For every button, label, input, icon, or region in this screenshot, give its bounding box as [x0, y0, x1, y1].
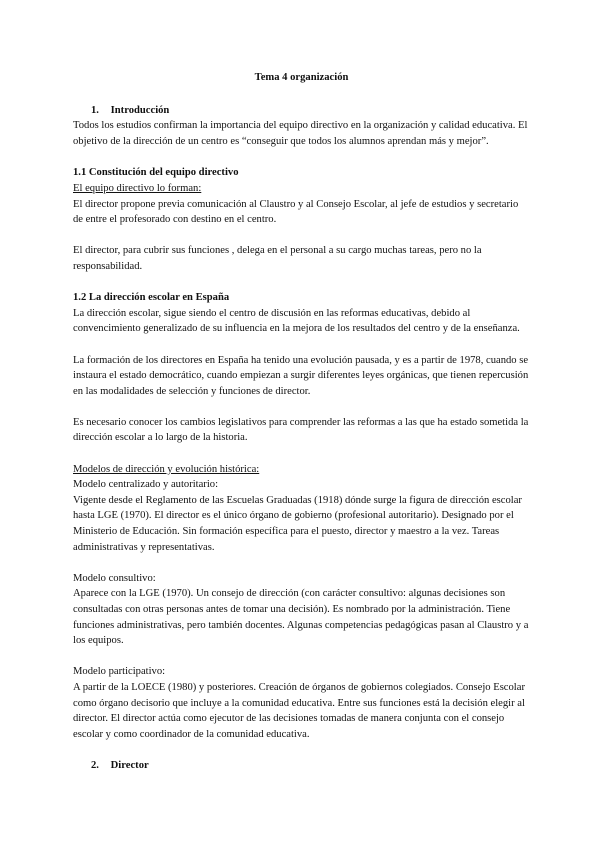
- document-title: Tema 4 organización: [254, 72, 349, 83]
- section-1-title: Introducción: [110, 104, 170, 116]
- model-participative-label: Modelo participativo:: [73, 666, 166, 678]
- section-1-1-paragraph-2: El director, para cubrir sus funciones , delega en el personal a su cargo muchas tareas, pero no la responsabilidad.: [73, 245, 482, 272]
- model-centralized-label: Modelo centralizado y autoritario:: [73, 479, 219, 491]
- section-1-paragraph: Todos los estudios confirman la importancia del equipo directivo en la organización y calidad educativa. El objetivo de la dirección de un centro es “conseguir que todos los alumnos aprendan más y mejor”.: [73, 120, 528, 147]
- model-consultive-label: Modelo consultivo:: [73, 572, 156, 584]
- model-participative-text: A partir de la LOECE (1980) y posteriores. Creación de órganos de gobiernos colegiados. Consejo Escolar como órgano decisorio que incluye a la comunidad educativa. Entre sus funciones está la decisión elegir al director. El director actúa como ejecutor de las decisiones tomadas de manera conjunta con el consejo escolar y como coordinador de la comunidad educativa.: [73, 681, 525, 740]
- section-1-2-paragraph-1: La dirección escolar, sigue siendo el centro de discusión en las reformas educativas, debido al convencimiento generalizado de su influencia en la mejora de los resultados del centro y de la enseñanza.: [73, 307, 520, 335]
- section-1-2-heading: 1.2 La dirección escolar en España: [73, 292, 230, 304]
- section-2-heading: [73, 758, 530, 774]
- section-1-1-subheading: El equipo directivo lo forman:: [73, 182, 202, 194]
- section-1-1-paragraph-1: El director propone previa comunicación al Claustro y al Consejo Escolar, al jefe de estudios y secretario de entre el profesorado con destino en el centro.: [73, 198, 519, 226]
- model-centralized-text: Vigente desde el Reglamento de las Escuelas Graduadas (1918) dónde surge la figura de dirección escolar hasta LGE (1970). El director es el único órgano de gobierno (profesional autoritario). Designado por el Ministerio de Educación. Sin formación específica para el puesto, director y maestro a la vez. Tareas administrativas y representativas.: [73, 494, 522, 553]
- section-2-title: Director: [110, 759, 149, 771]
- section-1-1-heading: 1.1 Constitución del equipo directivo: [73, 167, 239, 179]
- models-heading: Modelos de dirección y evolución histórica:: [73, 463, 260, 475]
- section-2-number: 2.: [91, 759, 99, 771]
- section-1-2-paragraph-3: Es necesario conocer los cambios legislativos para comprender las reformas a las que ha estado sometida la dirección escolar a lo largo de la historia.: [73, 416, 529, 444]
- section-1-heading: [73, 103, 530, 119]
- section-1-number: 1.: [91, 104, 99, 116]
- section-1-2-paragraph-2: La formación de los directores en España ha tenido una evolución pausada, y es a partir de 1978, cuando se instaura el estado democrático, cuando empiezan a surgir diferentes leyes orgánicas, que tienen repercusión en las modalidades de selección y funciones de director.: [73, 354, 529, 397]
- model-consultive-text: Aparece con la LGE (1970). Un consejo de dirección (con carácter consultivo: algunas decisiones son consultadas con otras personas antes de tomar una decisión). Es nombrado por la administración. Tiene funciones administrativas, pero también docentes. Algunas competencias pedagógicas pasan al Claustro y a los equipos.: [73, 588, 529, 647]
